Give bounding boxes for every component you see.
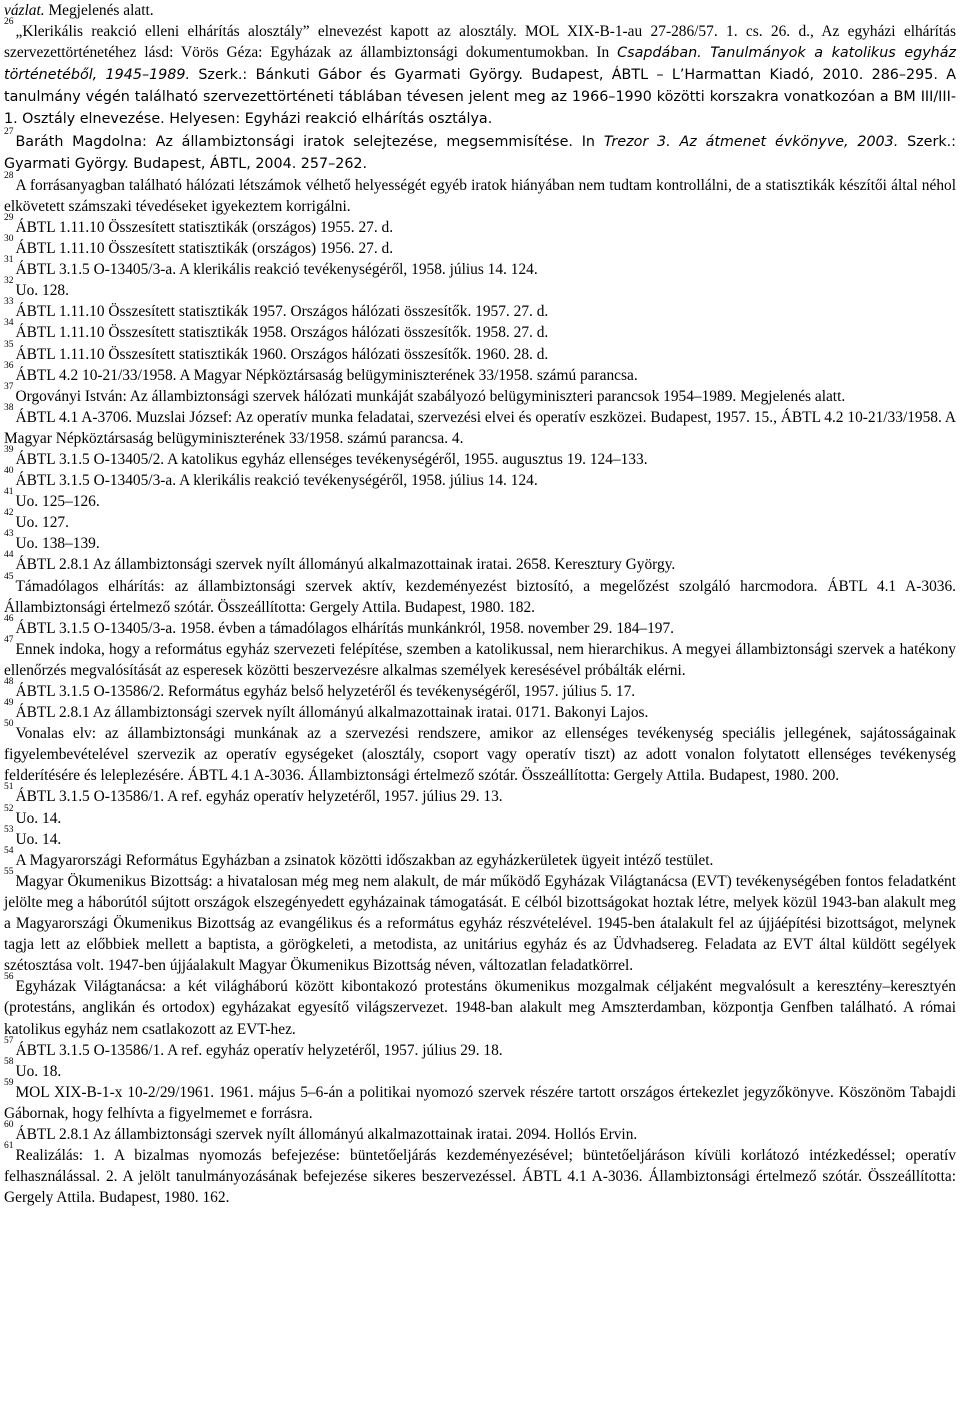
footnote-number: 30: [4, 234, 14, 245]
continuation-line: [4, 0, 956, 21]
footnote-number: 39: [4, 444, 14, 455]
footnote-number: 56: [4, 972, 14, 983]
footnote-text-segment: A Magyarországi Református Egyházban a zsinatok közötti időszakban az egyházkerületek ügyeit intéző testület.: [15, 851, 714, 869]
footnote-53: [4, 824, 956, 850]
footnote-number: 27: [4, 126, 14, 137]
footnote-43: [4, 529, 956, 554]
footnote-30: [4, 234, 956, 259]
footnote-text-segment: ÁBTL 1.11.10 Összesített statisztikák 1960. Országos hálózati összesítők. 1960. 28. d.: [15, 345, 549, 363]
footnote-31: [4, 255, 956, 280]
footnote-text-segment: ÁBTL 4.2 10-21/33/1958. A Magyar Népköztársaság belügyminiszterének 33/1958. számú parancsa.: [15, 366, 638, 384]
footnote-number: 52: [4, 803, 14, 814]
footnote-text-segment: Ennek indoka, hogy a református egyház szervezeti felépítése, szemben a katolikussal, nem hierarchikus. A megyei állambiztonsági szervek a hatékony ellenőrzés megvalósítását az esperesek közötti beszervezésre alkalmas személyek keresésével próbálták elérni.: [4, 640, 956, 679]
footnote-text-segment: Uo. 127.: [15, 514, 69, 532]
footnote-28: [4, 170, 956, 217]
footnote-number: 61: [4, 1141, 14, 1152]
footnote-57: [4, 1035, 956, 1061]
footnote-text-segment: ÁBTL 4.1 A-3706. Muzslai József: Az operatív munka feladatai, szervezési elvei és operatív eszközei. Budapest, 1957. 15., ÁBTL 4.2 10-21/33/1958. A Magyar Népköztársaság belügyminiszterének 33/1958. számú parancsa. 4.: [4, 408, 956, 447]
footnote-text-segment: Egyházak Világtanácsa: a két világháború között kibontakozó protestáns ökumenikus mozgalmak céljaként megvalósult a keresztény–keresztyén (protestáns, anglikán és ortodox) egyházakat egyesítő világszervezet. 1948-ban alakult meg Amszterdamban, központja Genfben található. A római katolikus egyház nem csatlakozott az EVT-hez.: [4, 978, 956, 1038]
footnote-text-segment: Uo. 125–126.: [15, 493, 100, 511]
footnote-number: 51: [4, 782, 14, 793]
footnote-number: 45: [4, 571, 14, 582]
footnote-text-segment: ÁBTL 3.1.5 O-13586/1. A ref. egyház operatív helyzetéről, 1957. július 29. 18.: [15, 1041, 503, 1059]
footnote-number: 58: [4, 1056, 14, 1067]
footnote-number: 32: [4, 276, 14, 287]
footnote-number: 42: [4, 508, 14, 519]
footnote-35: [4, 339, 956, 365]
footnote-text-segment: vázlat.: [4, 2, 45, 19]
footnote-text-segment: ÁBTL 2.8.1 Az állambiztonsági szervek nyílt állományú alkalmazottainak iratai. 0171. Bakonyi Lajos.: [15, 704, 649, 722]
footnote-55: [4, 866, 956, 976]
footnote-number: 35: [4, 339, 14, 350]
footnote-40: [4, 466, 956, 491]
footnote-number: 41: [4, 487, 14, 498]
footnote-number: 44: [4, 550, 14, 561]
footnote-number: 36: [4, 360, 14, 371]
footnote-list: [4, 17, 956, 1208]
footnote-number: 59: [4, 1077, 14, 1088]
footnote-45: [4, 571, 956, 618]
footnote-42: [4, 508, 956, 533]
footnote-text-segment: ÁBTL 2.8.1 Az állambiztonsági szervek nyílt állományú alkalmazottainak iratai. 2658. Keresztury György.: [15, 556, 676, 574]
footnote-text-segment: Megjelenés alatt.: [44, 2, 154, 19]
footnote-text-segment: Csapdában. Tanulmányok a katolikus egyház történetéből, 1945–1989.: [4, 45, 956, 84]
footnote-text-segment: Uo. 128.: [15, 282, 69, 300]
footnote-text-segment: ÁBTL 3.1.5 O-13405/2. A katolikus egyház ellenséges tevékenységéről, 1955. augusztus 19. 124–133.: [15, 450, 648, 468]
footnote-44: [4, 550, 956, 575]
footnote-49: [4, 698, 956, 723]
footnote-56: [4, 972, 956, 1039]
footnote-number: 38: [4, 402, 14, 413]
footnote-text-segment: ÁBTL 3.1.5 O-13586/2. Református egyház belső helyzetéről és tevékenységéről, 1957. július 5. 17.: [15, 683, 636, 700]
footnote-38: [4, 402, 956, 449]
footnote-text-segment: Uo. 138–139.: [15, 535, 100, 553]
footnote-text-segment: Realizálás: 1. A bizalmas nyomozás befejezése: büntetőeljárás kezdeményezésével; büntetőeljáráson kívüli korlátozó intézkedéssel; operatív felhasználással. 2. A jelölt tanulmányozásának befejezése sikeres beszervezéssel. ÁBTL 4.1 A-3036. Állambiztonsági értelmező szótár. Összeállította: Gergely Attila. Budapest, 1980. 162.: [4, 1147, 956, 1207]
footnote-text-segment: Trezor 3. Az átmenet évkönyve, 2003.: [603, 133, 899, 150]
footnote-number: 49: [4, 698, 14, 709]
footnote-41: [4, 487, 956, 512]
footnote-46: [4, 613, 956, 639]
footnote-text-segment: ÁBTL 1.11.10 Összesített statisztikák 1957. Országos hálózati összesítők. 1957. 27. d.: [15, 303, 549, 321]
footnote-text-segment: Támadólagos elhárítás: az állambiztonsági szervek aktív, kezdeményezést biztosító, a megelőzést szolgáló harcmodora. ÁBTL 4.1 A-3036. Állambiztonsági értelmező szótár. Összeállította: Gergely Attila. Budapest, 1980. 182.: [4, 577, 956, 616]
footnote-32: [4, 276, 956, 301]
footnote-number: 34: [4, 318, 14, 329]
footnote-text-segment: ÁBTL 3.1.5 O-13405/3-a. 1958. évben a támadólagos elhárítás munkánkról, 1958. november 29. 184–197.: [15, 619, 675, 637]
footnote-text-segment: A tanulmány végén található szervezettörténeti táblában tévesen jelent meg az 1966–1990 közötti korszakra vonatkozóan a BM III/III-1. Osztály elnevezése. Helyesen: Egyházi reakció elhárítás osztálya.: [4, 67, 956, 128]
footnote-number: 54: [4, 845, 14, 856]
footnote-47: [4, 634, 956, 681]
footnote-text-segment: ÁBTL 3.1.5 O-13405/3-a. A klerikális reakció tevékenységéről, 1958. július 14. 124.: [15, 472, 538, 490]
footnote-39: [4, 444, 956, 470]
footnote-text-segment: Uo. 14.: [15, 809, 62, 827]
footnote-29: [4, 212, 956, 238]
footnote-51: [4, 782, 956, 807]
footnote-text-segment: Szerk.: Bánkuti Gábor és Gyarmati György. Budapest, ÁBTL – L’Harmattan Kiadó, 2010. 286–295.: [190, 67, 938, 84]
footnote-60: [4, 1119, 956, 1145]
footnote-text-segment: ÁBTL 1.11.10 Összesített statisztikák (országos) 1956. 27. d.: [15, 240, 394, 258]
footnote-text-segment: ÁBTL 1.11.10 Összesített statisztikák (országos) 1955. 27. d.: [15, 218, 394, 236]
footnote-33: [4, 297, 956, 322]
footnote-34: [4, 318, 956, 343]
footnote-number: 40: [4, 466, 14, 477]
footnote-number: 53: [4, 824, 14, 835]
footnote-number: 31: [4, 255, 14, 266]
footnote-27: [4, 126, 956, 175]
footnote-text-segment: ÁBTL 1.11.10 Összesített statisztikák 1958. Országos hálózati összesítők. 1958. 27. d.: [15, 324, 549, 342]
footnote-number: 43: [4, 529, 14, 540]
footnote-52: [4, 803, 956, 829]
footnote-number: 29: [4, 212, 14, 223]
footnote-text-segment: Orgoványi István: Az állambiztonsági szervek hálózati munkáját szabályozó belügyminiszteri parancsok 1954–1989. Megjelenés alatt.: [15, 387, 846, 405]
footnote-number: 37: [4, 381, 14, 392]
footnote-36: [4, 360, 956, 386]
footnote-text-segment: Baráth Magdolna: Az állambiztonsági iratok selejtezése, megsemmisítése. In: [15, 133, 604, 150]
footnote-number: 26: [4, 17, 14, 28]
footnote-number: 60: [4, 1119, 14, 1130]
footnote-text-segment: „Klerikális reakció elleni elhárítás alosztály” elnevezést kapott az alosztály. MOL XIX-B-1-au 27-286/57. 1. cs. 26. d., Az egyházi elhárítás szervezettörténetéhez lásd: Vörös Géza: Egyházak az állambiztonsági dokumentumokban. In: [4, 23, 956, 62]
footnote-text-segment: Uo. 14.: [15, 830, 62, 848]
footnote-54: [4, 845, 956, 871]
footnote-text-segment: ÁBTL 2.8.1 Az állambiztonsági szervek nyílt állományú alkalmazottainak iratai. 2094. Hollós Ervin.: [15, 1125, 638, 1143]
footnote-26: [4, 17, 956, 130]
footnote-37: [4, 381, 956, 407]
footnote-text-segment: ÁBTL 3.1.5 O-13405/3-a. A klerikális reakció tevékenységéről, 1958. július 14. 124.: [15, 261, 538, 279]
footnote-number: 47: [4, 634, 14, 645]
footnote-61: [4, 1141, 956, 1208]
footnote-number: 46: [4, 613, 14, 624]
footnote-number: 50: [4, 719, 14, 730]
footnote-number: 33: [4, 297, 14, 308]
footnote-number: 55: [4, 866, 14, 877]
footnote-number: 48: [4, 677, 14, 687]
footnote-50: [4, 719, 956, 786]
footnote-text-segment: A forrásanyagban található hálózati létszámok vélhető helyességét egyéb iratok hiányában nem tudtam kontrollálni, de a statisztikák készítői által néhol elkövetett számszaki tévedéseket igyekeztem korrigálni.: [4, 176, 956, 215]
footnote-59: [4, 1077, 956, 1124]
footnote-text-segment: Vonalas elv: az állambiztonsági munkának az a szervezési rendszere, amikor az ellenséges tevékenység speciális jellegének, sajátosságainak figyelembevételével szervezik az operatív egységeket (alosztály, csoport vagy operatív tiszt) az adott vonalon folytatott ellenséges tevékenység felderítésére és leleplezésére. ÁBTL 4.1 A-3036. Állambiztonsági értelmező szótár. Összeállította: Gergely Attila. Budapest, 1980. 200.: [4, 725, 956, 785]
footnote-number: 57: [4, 1035, 14, 1046]
footnote-text-segment: ÁBTL 3.1.5 O-13586/1. A ref. egyház operatív helyzetéről, 1957. július 29. 13.: [15, 788, 503, 806]
footnote-text-segment: MOL XIX-B-1-x 10-2/29/1961. 1961. május 5–6-án a politikai nyomozó szervek részére tartott országos értekezlet jegyzőkönyve. Köszönöm Tabajdi Gábornak, hogy felhívta a figyelmemet e forrásra.: [4, 1083, 956, 1122]
footnote-48: [4, 677, 956, 702]
footnote-text-segment: Uo. 18.: [15, 1062, 62, 1080]
footnote-58: [4, 1056, 956, 1082]
footnote-text-segment: Magyar Ökumenikus Bizottság: a hivatalosan még meg nem alakult, de már működő Egyházak Világtanácsa (EVT) tevékenységében fontos feladatként jelölte meg a háborútól sújtott országok elszegényedett egyházainak támogatását. E célból bizottságokat hoztak létre, melyek közül 1943-ban alakult meg a Magyarországi Ökumenikus Bizottság az evangélikus és a református egyház részvételével. 1945-ben átalakult fel az újjáépítési bizottságot, melynek tagja lett az előbbiek mellett a baptista, a görögkeleti, a metodista, az unitárius egyház és az Üdvhadsereg. Feladata az EVT által küldött segélyek szétosztása volt. 1947-ben újjáalakult Magyar Ökumenikus Bizottság néven, változatlan feladatkörrel.: [4, 872, 956, 975]
footnote-number: 28: [4, 170, 14, 181]
footnote-text-segment: Szerk.: Gyarmati György. Budapest, ÁBTL, 2004. 257–262.: [4, 133, 956, 172]
